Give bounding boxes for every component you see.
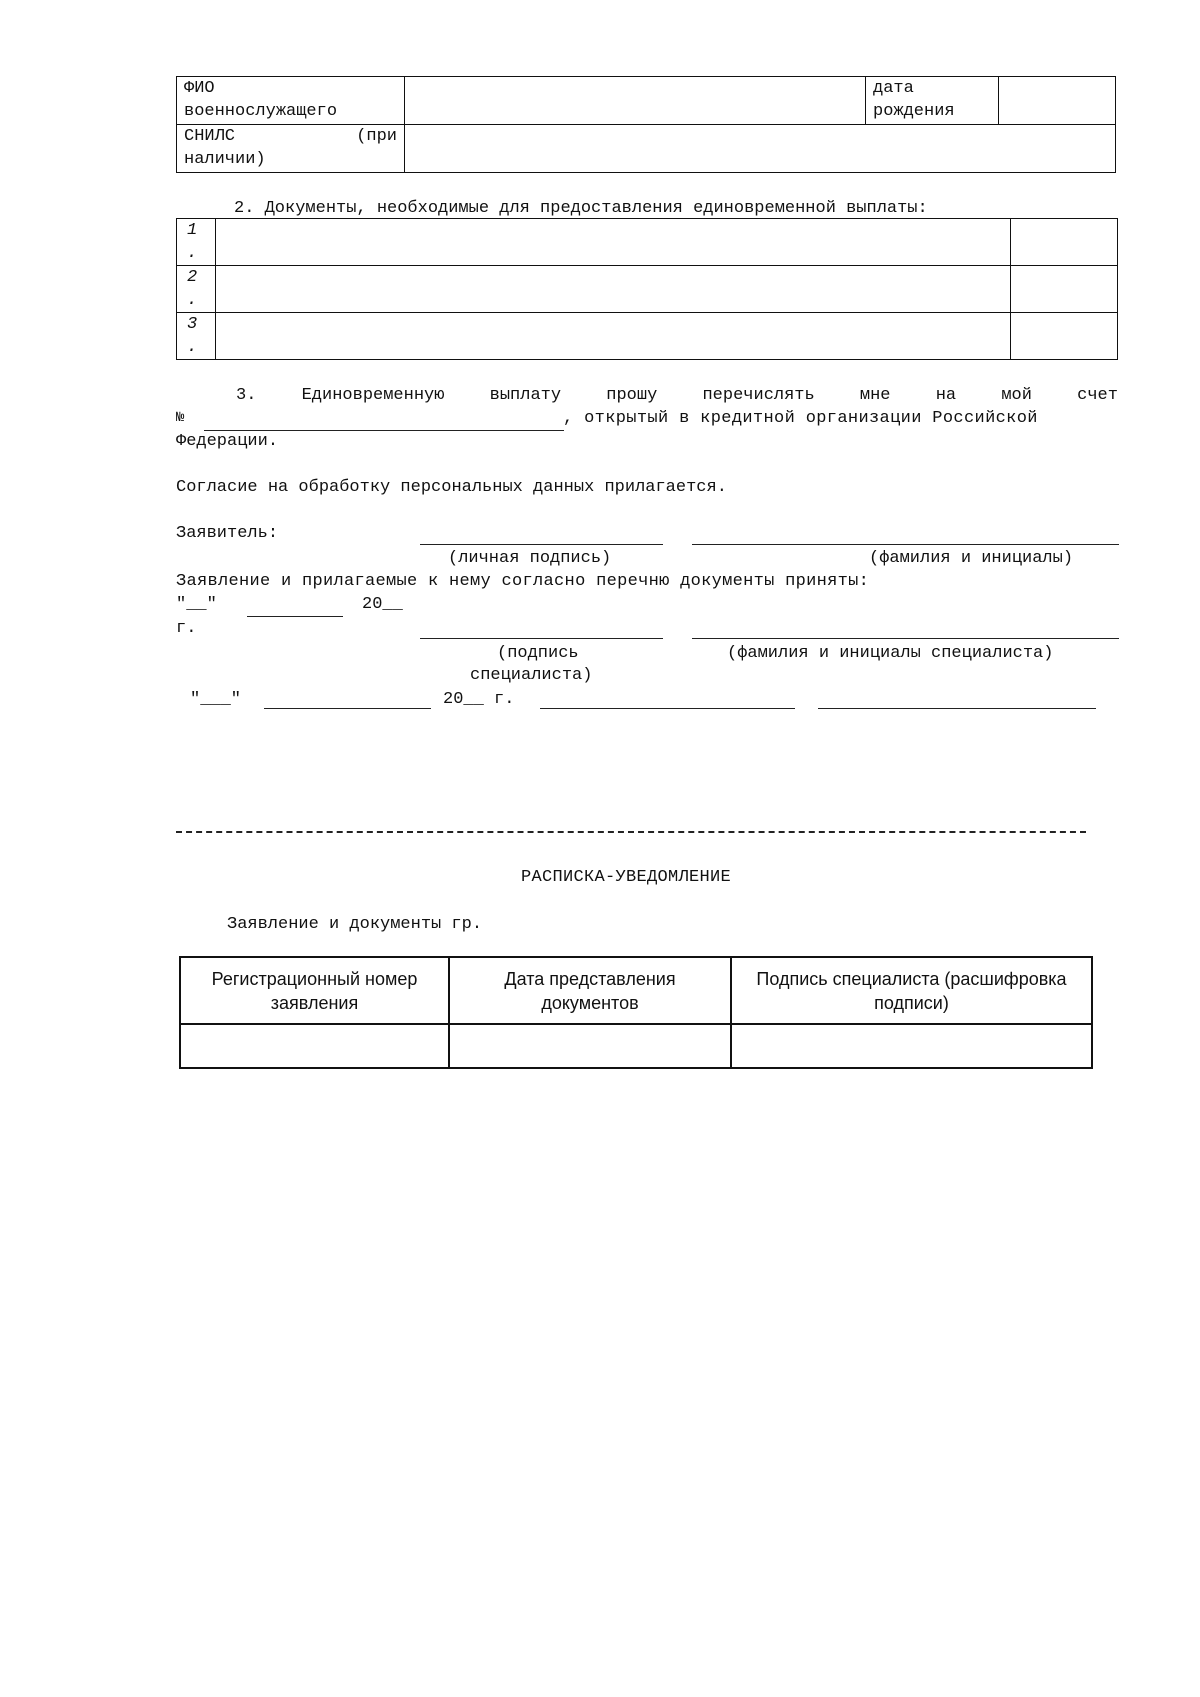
section3-word: 3.: [236, 386, 257, 405]
submission-date-cell[interactable]: [449, 1024, 731, 1068]
fio-label: ФИО: [184, 79, 215, 98]
fio-value-cell[interactable]: [405, 77, 866, 125]
table-row: [177, 219, 1118, 266]
section3-word: мне: [859, 386, 891, 405]
date2-year: 20__ г.: [443, 690, 515, 709]
table-row: [180, 1024, 1092, 1068]
section3-line1: [236, 384, 1118, 407]
receipt-table: [179, 956, 1093, 1069]
documents-table: [176, 218, 1118, 360]
row-number-dot: .: [187, 338, 198, 357]
section3-line2: , открытый в кредитной организации Российской: [563, 409, 1038, 428]
fio-label-cell: [177, 77, 405, 125]
receipt-header-cell: Подпись специалиста (расшифровка подписи): [731, 957, 1092, 1024]
section3-word: Единовременную: [301, 386, 445, 405]
snils-label-cell: [177, 125, 405, 173]
specialist-signature-caption: (подпись: [497, 644, 579, 663]
table-row: [177, 77, 1116, 125]
table-row: [177, 125, 1116, 173]
date2-quotes: "___": [190, 690, 242, 709]
section2-title: 2. Документы, необходимые для предоставления единовременной выплаты:: [234, 199, 928, 218]
section3-word: мой: [1001, 386, 1032, 405]
receipt-header-cell: Регистрационный номер заявления: [180, 957, 449, 1024]
table-row: [177, 313, 1118, 360]
date2-signature-line[interactable]: [540, 708, 795, 709]
applicant-name-caption: (фамилия и инициалы): [869, 549, 1074, 568]
document-extra-cell[interactable]: [1011, 266, 1118, 313]
birth-label-cell: [866, 77, 999, 125]
section3-word: перечислять: [702, 386, 815, 405]
birth-label: рождения: [873, 102, 955, 121]
snils-label: СНИЛС: [184, 127, 236, 146]
accepted-month-line[interactable]: [247, 616, 343, 617]
document-cell[interactable]: [216, 266, 1011, 313]
receipt-title: РАСПИСКА-УВЕДОМЛЕНИЕ: [520, 868, 732, 887]
specialist-name-caption: (фамилия и инициалы специалиста): [727, 644, 1054, 663]
fio-label: военнослужащего: [184, 102, 338, 121]
cut-line: [176, 831, 1086, 833]
section3-word: прошу: [606, 386, 658, 405]
section3-word: счет: [1077, 386, 1118, 405]
row-number-cell: [177, 219, 216, 266]
receipt-intro: Заявление и документы гр.: [227, 915, 483, 934]
applicant-name-line[interactable]: [692, 544, 1119, 545]
applicant-label: Заявитель:: [176, 524, 279, 543]
date2-name-line[interactable]: [818, 708, 1096, 709]
row-number: 2: [187, 268, 198, 287]
accepted-date-quotes: "__": [176, 595, 217, 614]
accepted-year-suffix: г.: [176, 619, 197, 638]
number-sign: №: [176, 410, 185, 426]
receipt-header-cell: Дата представления документов: [449, 957, 731, 1024]
snils-label: наличии): [184, 150, 266, 169]
registration-number-cell[interactable]: [180, 1024, 449, 1068]
table-row: [177, 266, 1118, 313]
accepted-year-prefix: 20__: [362, 595, 403, 614]
personal-info-table: [176, 76, 1116, 173]
row-number-cell: [177, 266, 216, 313]
document-extra-cell[interactable]: [1011, 219, 1118, 266]
consent-text: Согласие на обработку персональных данных прилагается.: [176, 478, 727, 497]
document-cell[interactable]: [216, 313, 1011, 360]
snils-value-cell[interactable]: [405, 125, 1116, 173]
specialist-name-line[interactable]: [692, 638, 1119, 639]
document-cell[interactable]: [216, 219, 1011, 266]
row-number: 3: [187, 315, 198, 334]
section3-line3: Федерации.: [176, 432, 279, 451]
applicant-signature-line[interactable]: [420, 544, 663, 545]
specialist-signature-line[interactable]: [420, 638, 663, 639]
accepted-text: Заявление и прилагаемые к нему согласно перечню документы приняты:: [176, 572, 870, 591]
document-extra-cell[interactable]: [1011, 313, 1118, 360]
specialist-signature-cell[interactable]: [731, 1024, 1092, 1068]
section3-word: на: [935, 386, 957, 405]
table-header-row: [180, 957, 1092, 1024]
row-number: 1: [187, 221, 198, 240]
row-number-dot: .: [187, 244, 198, 263]
row-number-dot: .: [187, 291, 198, 310]
birth-value-cell[interactable]: [999, 77, 1116, 125]
date2-month-line[interactable]: [264, 708, 431, 709]
applicant-signature-caption: (личная подпись): [448, 549, 612, 568]
specialist-signature-caption: специалиста): [470, 666, 593, 685]
birth-label: дата: [873, 79, 914, 98]
section3-word: выплату: [489, 386, 562, 405]
row-number-cell: [177, 313, 216, 360]
snils-label: (при: [356, 127, 397, 146]
